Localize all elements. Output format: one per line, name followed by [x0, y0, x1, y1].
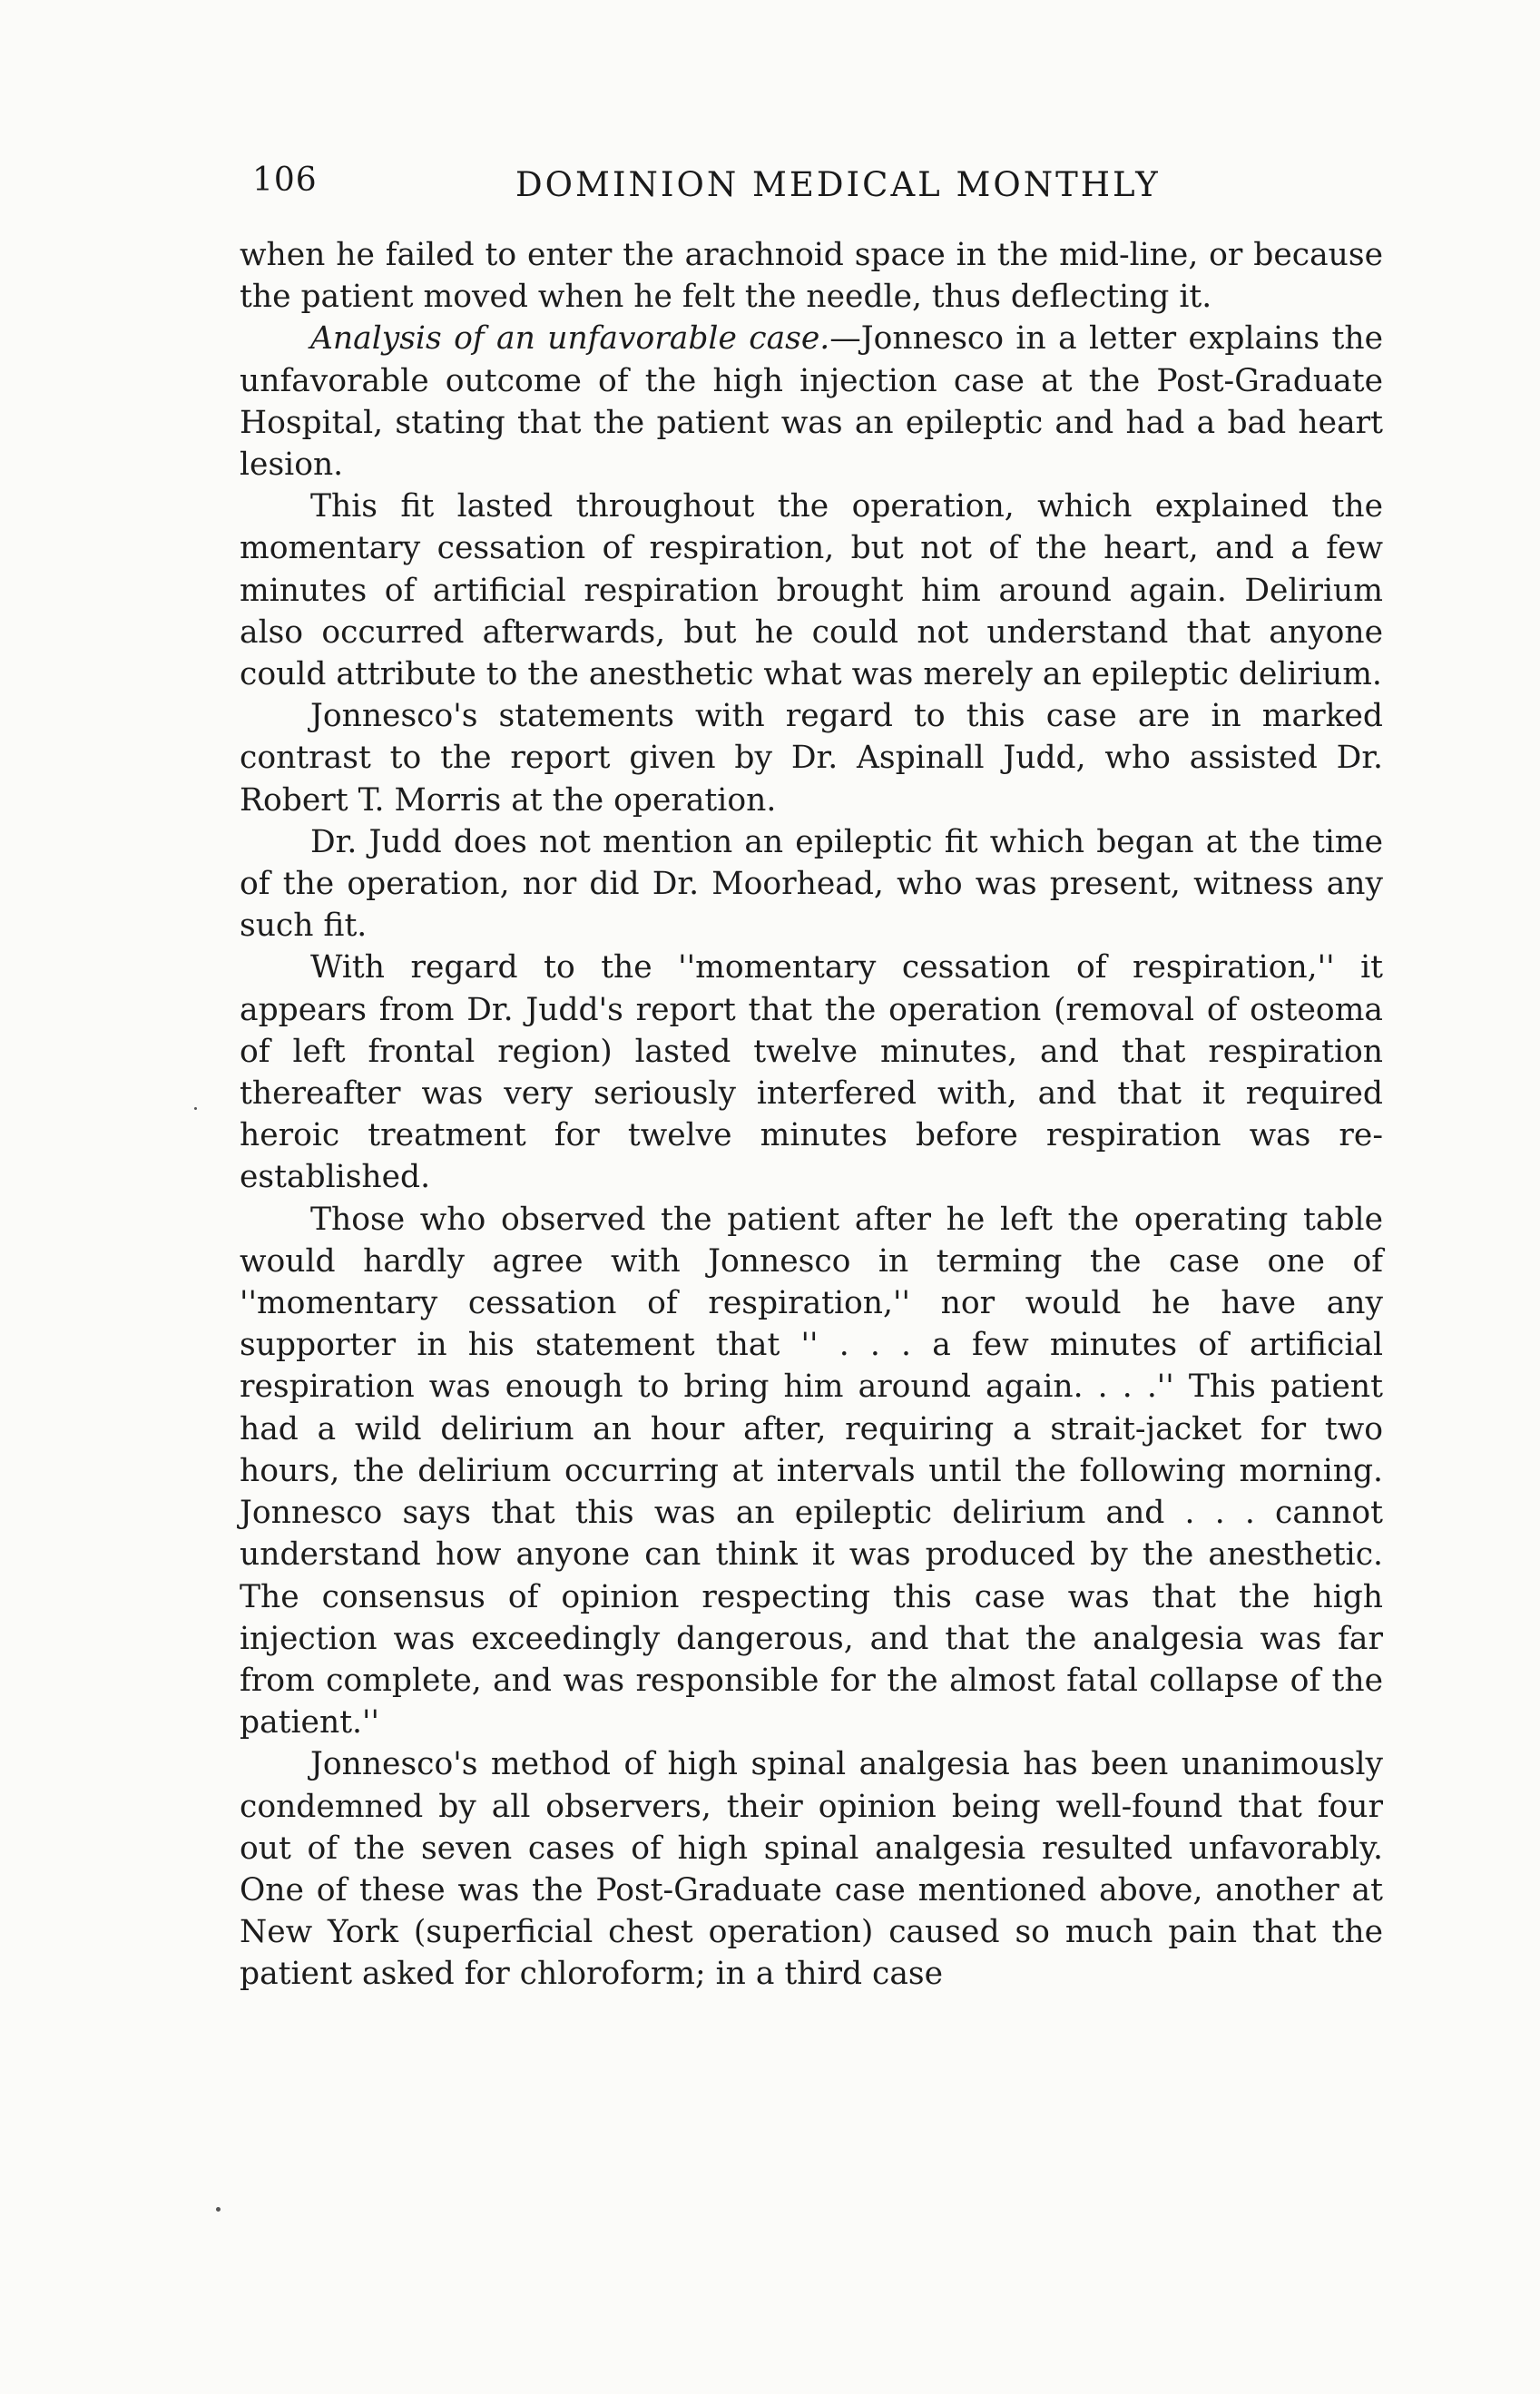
scan-speck: [194, 1107, 197, 1110]
paragraph-2: [240, 318, 1383, 486]
running-head: DOMINION MEDICAL MONTHLY: [515, 165, 1161, 204]
paragraph-text: Dr. Judd does not mention an epileptic fit which began at the time of the operation, nor did Dr. Moorhead, who was present, witness any such fit.: [240, 823, 1383, 945]
paragraph-7: [240, 1199, 1383, 1744]
paragraph-5: [240, 821, 1383, 947]
paragraph-text: —Jonnesco in a letter explains the unfavorable outcome of the high injection case at the Post-Graduate Hospital, stating that the patient was an epileptic and had a bad heart lesion.: [240, 320, 1383, 484]
paragraph-text: when he failed to enter the arachnoid space in the mid-line, or because the patient moved when he felt the needle, thus deflecting it.: [240, 237, 1383, 316]
paragraph-1: [240, 234, 1383, 318]
paragraph-text: This fit lasted throughout the operation, which explained the momentary cessation of respiration, but not of the heart, and a few minutes of artificial respiration brought him around again. Delirium also occurred afterwards, but he could not understand that anyone could attribute to the anesthetic what was merely an epileptic delirium.: [240, 488, 1383, 693]
paragraph-text: Jonnesco's method of high spinal analgesia has been unanimously condemned by all observers, their opinion being well-found that four out of the seven cases of high spinal analgesia resulted unfavorably. One of these was the Post-Graduate case mentioned above, another at New York (superficial chest operation) caused so much pain that the patient asked for chloroform; in a third case: [240, 1746, 1383, 1993]
article-body: [240, 234, 1383, 1996]
paragraph-lead-italic: Analysis of an unfavorable case.: [310, 320, 830, 358]
paragraph-text: Jonnesco's statements with regard to this case are in marked contrast to the report given by Dr. Aspinall Judd, who assisted Dr. Robert T. Morris at the operation.: [240, 698, 1383, 819]
page-number: 106: [252, 162, 318, 199]
paragraph-4: [240, 695, 1383, 821]
paragraph-6: [240, 947, 1383, 1198]
paragraph-8: [240, 1743, 1383, 1995]
scan-speck: [216, 2207, 221, 2212]
paragraph-text: With regard to the ''momentary cessation of respiration,'' it appears from Dr. Judd's report that the operation (removal of osteoma of left frontal region) lasted twelve minutes, and that respiration thereafter was very seriously interfered with, and that it required heroic treatment for twelve minutes before respiration was re-established.: [240, 949, 1383, 1196]
paragraph-3: [240, 486, 1383, 695]
page-header: [252, 162, 1378, 207]
paragraph-text: Those who observed the patient after he left the operating table would hardly agree with Jonnesco in terming the case one of ''momentary cessation of respiration,'' nor would he have any supporter in his statement that '' . . . a few minutes of artificial respiration was enough to bring him around again. . . .'' This patient had a wild delirium an hour after, requiring a strait-jacket for two hours, the delirium occurring at intervals until the following morning. Jonnesco says that this was an epileptic delirium and . . . cannot understand how anyone can think it was produced by the anesthetic. The consensus of opinion respecting this case was that the high injection was exceedingly dangerous, and that the analgesia was far from complete, and was responsible for the almost fatal collapse of the patient.'': [240, 1201, 1383, 1742]
